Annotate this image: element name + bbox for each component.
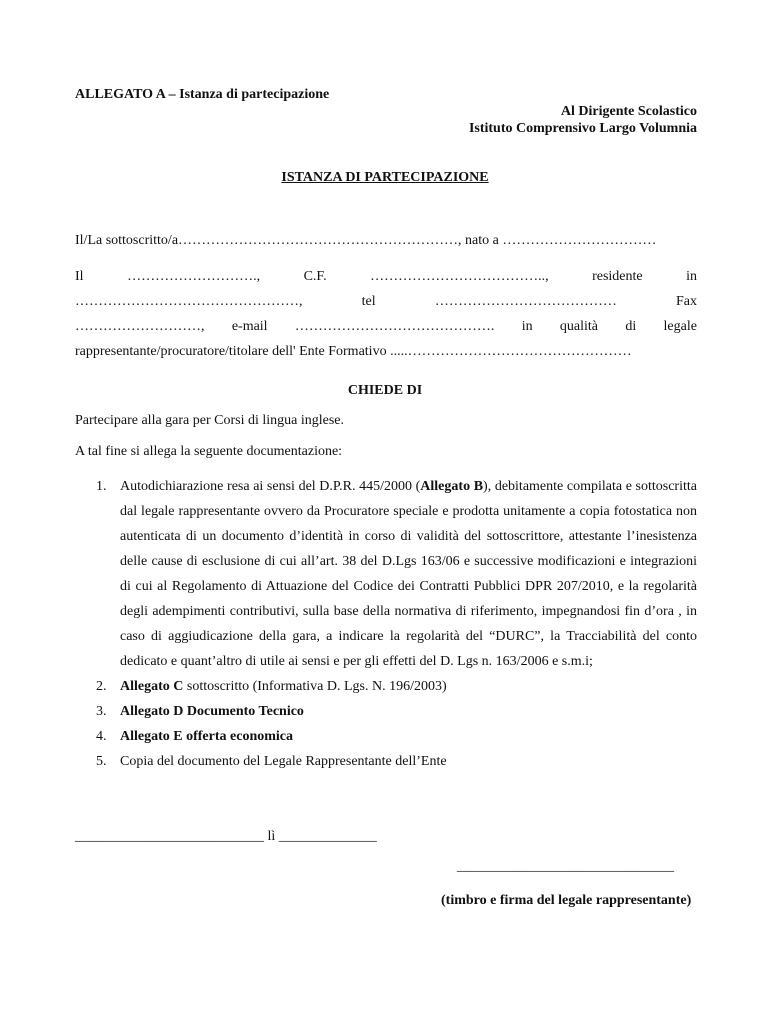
form-line-4 <box>75 319 697 335</box>
list-item <box>75 699 697 724</box>
item-text-post: sottoscritto (Informativa D. Lgs. N. 196/2003) <box>183 679 447 694</box>
form-word: legale <box>663 319 697 334</box>
form-word: in <box>686 269 697 284</box>
item-text-bold: Allegato C <box>120 679 184 694</box>
form-word: C.F. <box>303 269 327 284</box>
form-word: residente <box>592 269 643 284</box>
item-text-post: ), debitamente compilata e sottoscritta dal legale rappresentante ovvero da Procuratore speciale e prodotta unitamente a copia fotostatica non autenticata di un documento d’identità in corso di validità del sottoscrittore, attestante l’inesistenza delle cause di esclusione di cui all’art. 38 del D.Lgs 163/06 e successive modificazioni e integrazioni di cui al Regolamento di Attuazione del Codice dei Contratti Pubblici DPR 207/2010, e la regolarità degli adempimenti contributivi, sulla base della normativa di riferimento, impegnandosi fin d’ora , in caso di aggiudicazione della gara, a indicare la regolarità del “DURC”, la Tracciabilità del conto dedicato e quant’altro di utile ai sensi e per gli effetti del D. Lgs n. 163/2006 e s.m.i; <box>120 479 697 669</box>
form-blank: ………………………………… <box>434 294 617 309</box>
item-text-bold: Allegato E offerta economica <box>120 729 293 744</box>
date-field: ______________ <box>278 829 377 844</box>
list-number: 4. <box>96 729 107 744</box>
form-word: di <box>625 319 637 334</box>
form-word: Il <box>75 269 84 284</box>
list-item <box>75 749 697 774</box>
list-number: 1. <box>96 479 107 494</box>
list-number: 5. <box>96 754 107 769</box>
item-text-pre: Autodichiarazione resa ai sensi del D.P.R. 445/2000 ( <box>120 479 421 494</box>
place-date-line <box>75 829 377 845</box>
list-number: 2. <box>96 679 107 694</box>
form-line-3 <box>75 294 697 310</box>
recipient-line-1: Al Dirigente Scolastico <box>560 104 697 119</box>
list-item-text <box>120 474 697 674</box>
form-blank: ………………………, <box>75 319 205 334</box>
form-blank: …………………………………………, <box>75 294 303 309</box>
form-line-1: Il/La sottoscritto/a……………………………………………………, nato a …………………………… <box>75 233 657 248</box>
form-word: e-mail <box>231 319 268 334</box>
li-label: lì <box>267 829 276 844</box>
recipient-line-2: Istituto Comprensivo Largo Volumnia <box>468 121 697 136</box>
allegato-title: ALLEGATO A – Istanza di partecipazione <box>75 87 330 102</box>
item-text-bold: Allegato D Documento Tecnico <box>120 704 304 719</box>
chiede-title: CHIEDE DI <box>347 383 423 398</box>
form-blank: ……………………………………. <box>294 319 495 334</box>
item-text-post: Copia del documento del Legale Rappresentante dell’Ente <box>120 754 447 769</box>
allegati-list <box>75 474 697 774</box>
signature-line: _______________________________ <box>457 859 674 874</box>
form-word: in <box>521 319 533 334</box>
form-blank: ………………………., <box>127 269 261 284</box>
form-blank: ……………………………….., <box>370 269 549 284</box>
list-number: 3. <box>96 704 107 719</box>
signature-label: (timbro e firma del legale rappresentante) <box>441 893 692 908</box>
item-text-bold: Allegato B <box>420 479 484 494</box>
list-item <box>75 724 697 749</box>
form-line-5: rappresentante/procuratore/titolare dell' Ente Formativo .....………………………………………… <box>75 344 632 359</box>
form-word: Fax <box>675 294 697 309</box>
place-field: ___________________________ <box>75 829 264 844</box>
document-title: ISTANZA DI PARTECIPAZIONE <box>281 170 489 185</box>
form-word: qualità <box>559 319 599 334</box>
list-item <box>75 474 697 674</box>
form-word: tel <box>361 294 376 309</box>
form-line-2 <box>75 269 697 285</box>
participation-text: Partecipare alla gara per Corsi di lingua inglese. <box>75 413 345 428</box>
allegati-intro: A tal fine si allega la seguente documentazione: <box>75 444 343 459</box>
list-item <box>75 674 697 699</box>
